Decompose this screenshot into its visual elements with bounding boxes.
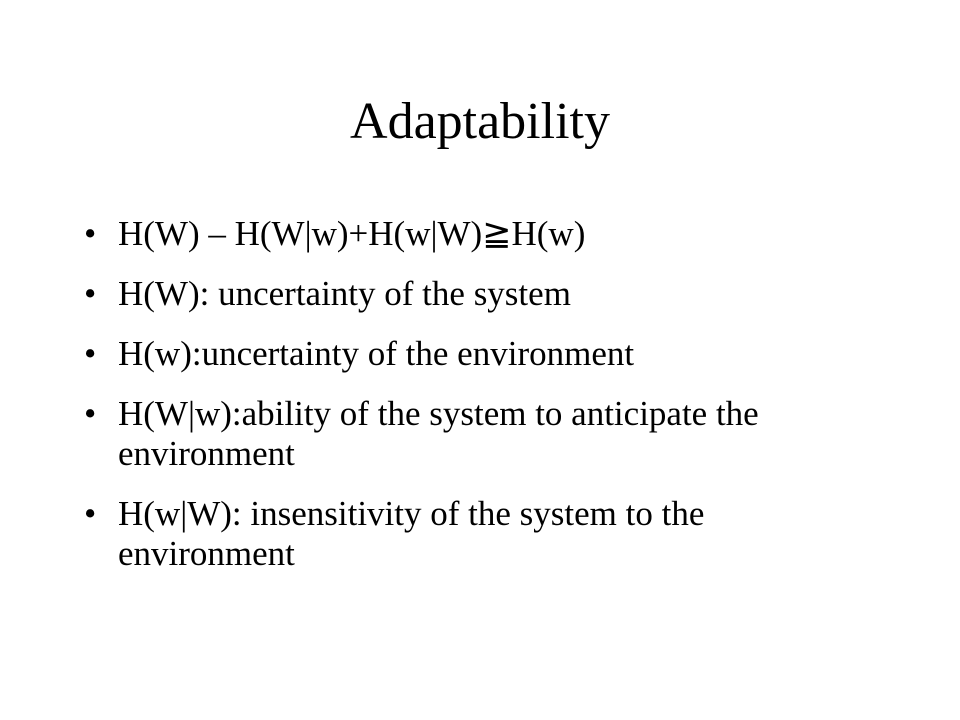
bullet-icon: • (84, 494, 97, 533)
bullet-text: H(w):uncertainty of the environment (118, 334, 635, 373)
slide-title: Adaptability (350, 93, 610, 150)
bullet-text: H(W|w):ability of the system to anticipate the environment (118, 394, 759, 473)
bullet-item-insensitivity (84, 494, 884, 574)
bullet-text: H(W) – H(W|w)+H(w|W)≧H(w) (118, 214, 586, 253)
bullet-list (84, 214, 884, 594)
bullet-icon: • (84, 214, 97, 253)
bullet-icon: • (84, 274, 97, 313)
bullet-item-anticipation (84, 394, 884, 474)
bullet-item-formula (84, 214, 884, 254)
bullet-item-environment-uncertainty (84, 334, 884, 374)
bullet-text: H(w|W): insensitivity of the system to the environment (118, 494, 705, 573)
bullet-icon: • (84, 394, 97, 433)
bullet-icon: • (84, 334, 97, 373)
bullet-item-system-uncertainty (84, 274, 884, 314)
bullet-text: H(W): uncertainty of the system (118, 274, 571, 313)
